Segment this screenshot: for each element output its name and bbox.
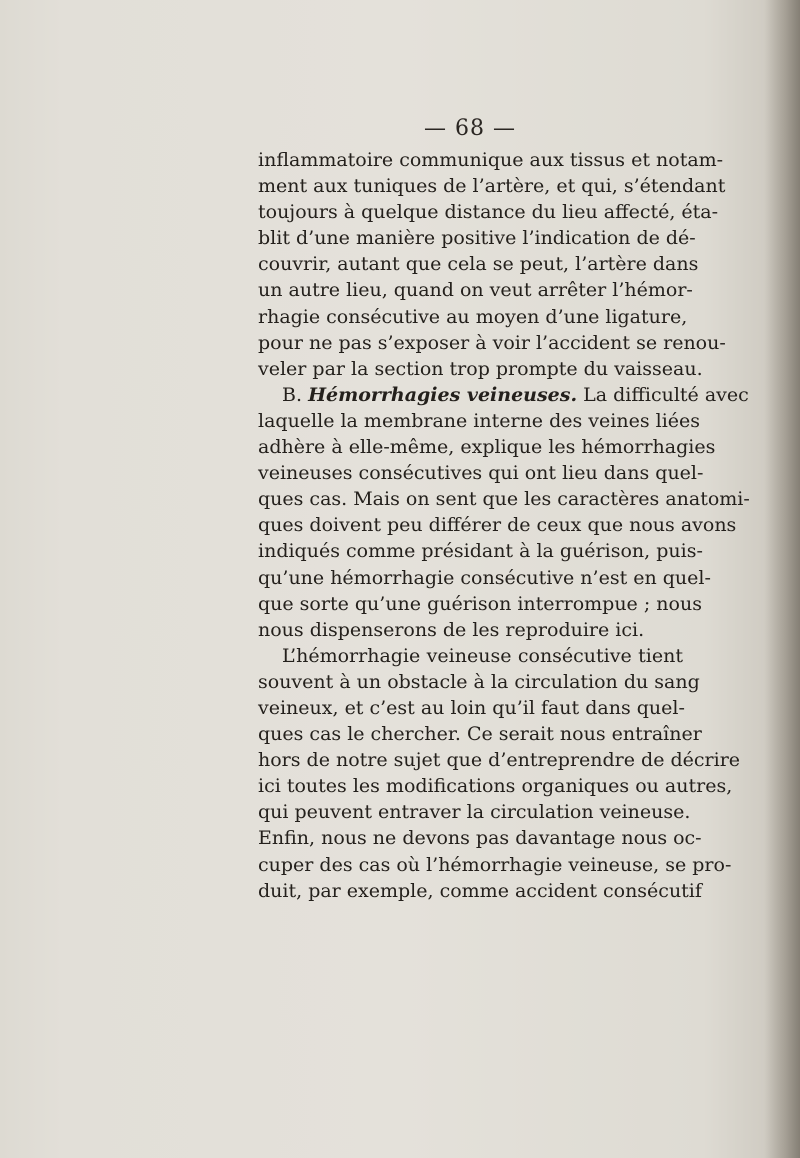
text-line: adhère à elle-même, explique les hémorrhagies — [258, 436, 716, 459]
section-title: Hémorrhagies veineuses. — [308, 383, 578, 406]
page-number: — 68 — — [424, 116, 516, 141]
text-line: inflammatoire communique aux tissus et notam- — [258, 149, 724, 171]
text-line: toujours à quelque distance du lieu affecté, éta- — [258, 201, 719, 224]
text-line: duit, par exemple, comme accident consécutif — [258, 879, 702, 902]
text-line: ques doivent peu différer de ceux que nous avons — [258, 514, 737, 537]
text-line: Enfin, nous ne devons pas davantage nous oc- — [258, 827, 702, 850]
text-line: nous dispenserons de les reproduire ici. — [258, 618, 645, 641]
text-line: indiqués comme présidant à la guérison, puis- — [258, 540, 703, 563]
text-line: cuper des cas où l’hémorrhagie veineuse, se pro- — [258, 853, 732, 876]
text-line-fragment: La difficulté avec — [583, 383, 749, 406]
text-line: ici toutes les modifications organiques ou autres, — [258, 775, 733, 798]
text-line: pour ne pas s’exposer à voir l’accident se renou- — [258, 331, 726, 354]
text-line: hors de notre sujet que d’entreprendre de décrire — [258, 749, 741, 772]
text-line: qui peuvent entraver la circulation veineuse. — [258, 801, 691, 824]
section-label: B. — [282, 383, 303, 406]
text-line: rhagie consécutive au moyen d’une ligature, — [258, 305, 688, 328]
spine-shadow — [764, 0, 800, 1158]
text-line: ment aux tuniques de l’artère, et qui, s’étendant — [258, 175, 726, 198]
text-line: ques cas le chercher. Ce serait nous entraîner — [258, 723, 702, 746]
text-line: que sorte qu’une guérison interrompue ; nous — [258, 592, 702, 615]
text-line: ques cas. Mais on sent que les caractères anatomi- — [258, 488, 750, 511]
text-line: veler par la section trop prompte du vaisseau. — [258, 357, 703, 380]
section-heading-line — [258, 382, 749, 408]
text-line: un autre lieu, quand on veut arrêter l’hémor- — [258, 279, 693, 302]
text-line: qu’une hémorrhagie consécutive n’est en quel- — [258, 566, 711, 589]
text-line: veineux, et c’est au loin qu’il faut dans quel- — [258, 696, 685, 719]
text-line: blit d’une manière positive l’indication de dé- — [258, 227, 696, 250]
text-line: veineuses consécutives qui ont lieu dans quel- — [258, 462, 704, 485]
text-line: souvent à un obstacle à la circulation du sang — [258, 670, 700, 693]
text-line: L’hémorrhagie veineuse consécutive tient — [282, 644, 683, 667]
text-line: couvrir, autant que cela se peut, l’artère dans — [258, 253, 699, 276]
body-text — [258, 147, 750, 904]
text-line: laquelle la membrane interne des veines liées — [258, 409, 701, 432]
